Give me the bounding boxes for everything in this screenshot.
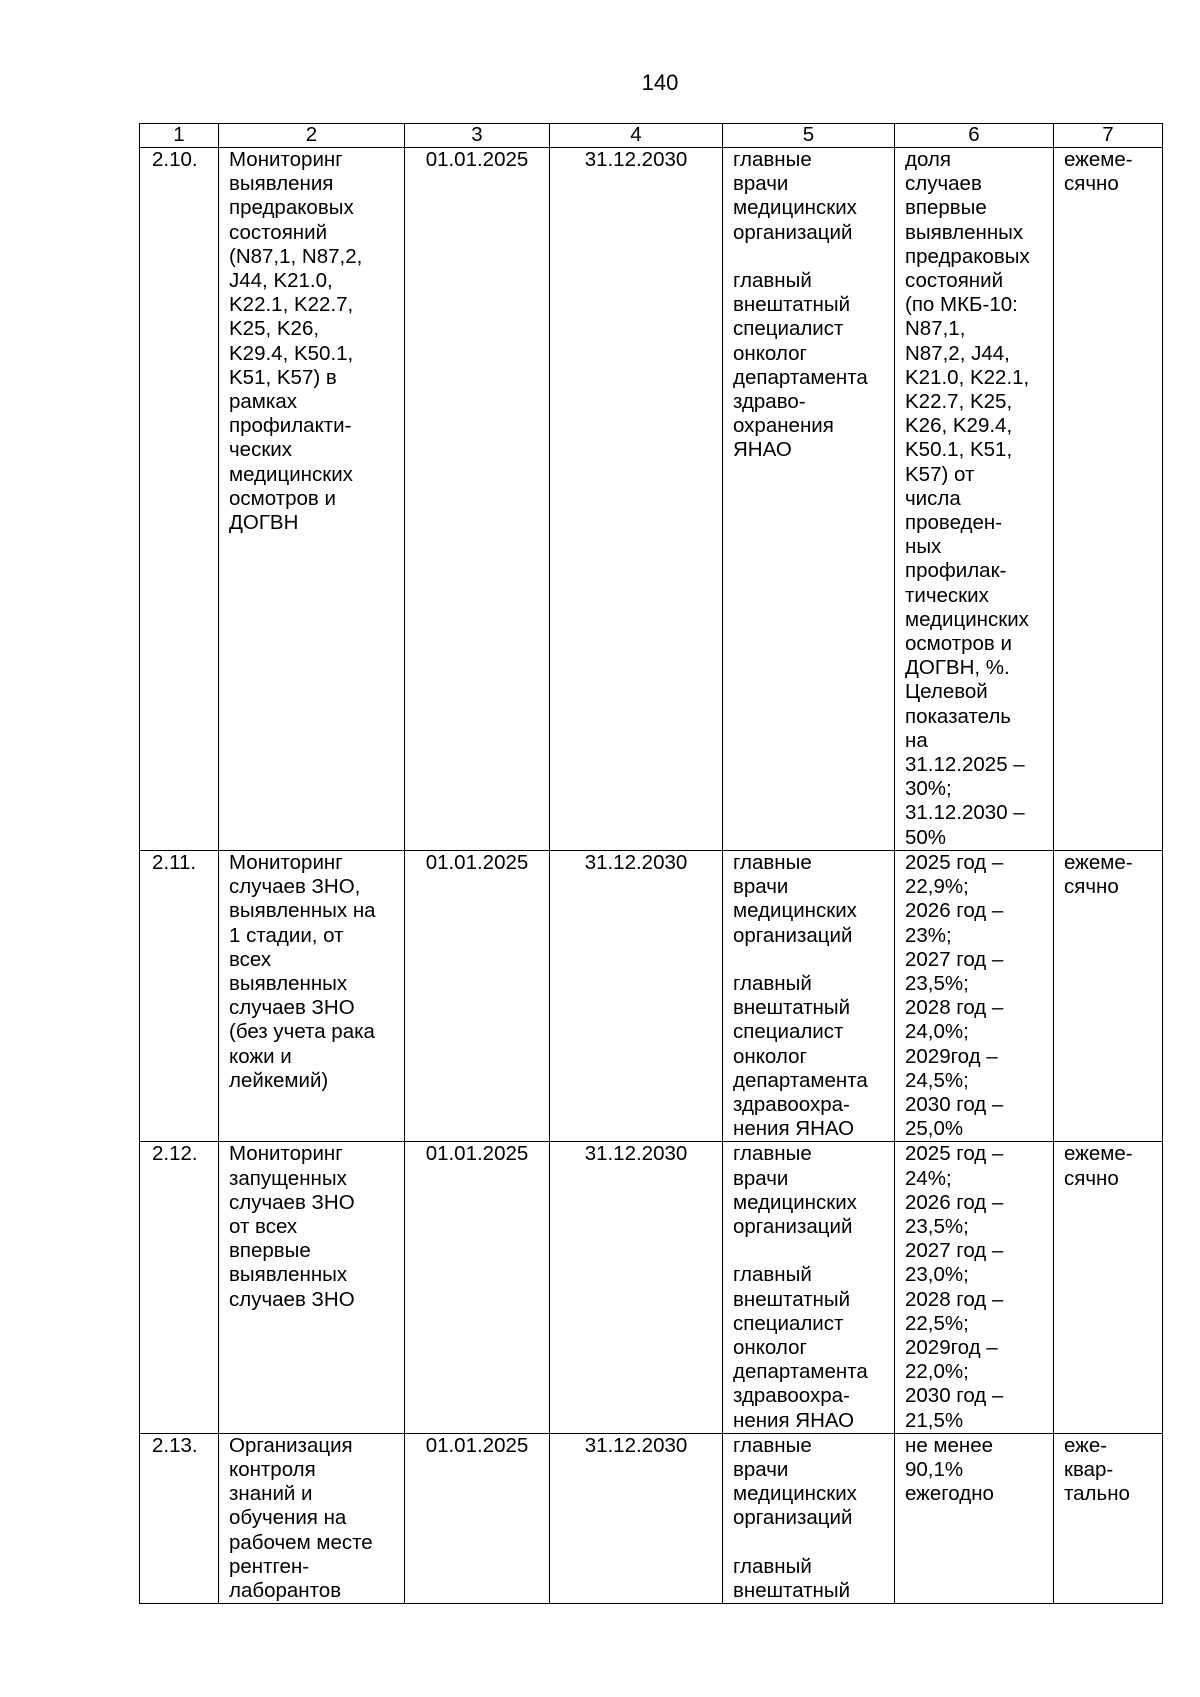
responsible-line: организаций (733, 1506, 853, 1530)
result-cell-line: ных (905, 535, 942, 559)
period-cell (1054, 1142, 1163, 1433)
table-row (140, 148, 1163, 851)
activity-cell-line: выявления (229, 172, 334, 196)
result-cell-line: N87,2, J44, (905, 341, 1010, 365)
responsible-line: внештатный (733, 293, 851, 317)
responsible-line: главные (733, 1142, 812, 1166)
responsible-line: врачи (733, 875, 789, 899)
result-cell-line: 23,5%; (905, 1214, 969, 1238)
responsible-line: онколог (733, 341, 807, 365)
responsible-line: врачи (733, 172, 789, 196)
period-cell-line: ежеме- (1064, 148, 1133, 171)
result-cell-line: 25,0% (905, 1117, 964, 1141)
column-header: 1 (140, 124, 219, 148)
responsible-line: здраво- (733, 390, 806, 414)
responsible-line: ЯНАО (733, 438, 792, 462)
column-header: 2 (219, 124, 405, 148)
result-cell-line: 24,5%; (905, 1068, 969, 1092)
activity-cell-line: K29.4, K50.1, (229, 341, 354, 365)
result-cell-line: 23,0%; (905, 1263, 969, 1287)
result-cell-line: числа (905, 486, 961, 510)
responsible-line: врачи (733, 1166, 789, 1190)
plan-table (139, 123, 1163, 1604)
result-cell-line: K57) от (905, 462, 975, 486)
result-cell-line: 21,5% (905, 1408, 964, 1432)
activity-cell-line: ческих (229, 438, 293, 462)
start-date: 01.01.2025 (405, 1142, 550, 1433)
result-cell-line: 31.12.2025 – (905, 753, 1025, 777)
result-cell-line: 24,0%; (905, 1020, 969, 1044)
responsible-line: главный (733, 269, 812, 292)
period-cell (1054, 1433, 1163, 1603)
result-cell-line: 2030 год – (905, 1092, 1004, 1116)
blank-line (733, 245, 894, 269)
responsible-line: главный (733, 1263, 812, 1287)
activity-cell-line: 1 стадии, от (229, 923, 344, 947)
responsible-cell (723, 1433, 895, 1603)
period-cell-line: сячно (1064, 875, 1119, 899)
activity-cell-line: выявленных (229, 971, 348, 995)
activity-cell-line: Организация (229, 1433, 353, 1457)
responsible-line: организаций (733, 923, 853, 947)
responsible-line: организаций (733, 1214, 853, 1238)
activity-cell-line: от всех (229, 1214, 298, 1238)
activity-cell-line: ДОГВН (229, 511, 299, 535)
activity-cell-line: случаев ЗНО, (229, 875, 361, 899)
start-date: 01.01.2025 (405, 1433, 550, 1603)
activity-cell-line: (N87,1, N87,2, (229, 244, 363, 268)
responsible-line: главный (733, 1554, 812, 1578)
result-cell-line: 23,5%; (905, 971, 969, 995)
column-header: 5 (723, 124, 895, 148)
activity-cell-line: лейкемий) (229, 1068, 329, 1092)
result-cell-line: 24%; (905, 1166, 952, 1190)
result-cell-line: осмотров и (905, 632, 1012, 656)
responsible-line: медицинских (733, 1190, 857, 1214)
blank-line (733, 1239, 894, 1263)
responsible-line: главные (733, 1433, 812, 1457)
period-cell-line: ежеме- (1064, 850, 1133, 874)
result-cell-line: K21.0, K22.1, (905, 365, 1030, 389)
responsible-line: внештатный (733, 996, 851, 1020)
result-cell-line: 2029год – (905, 1044, 998, 1068)
table-row (140, 850, 1163, 1141)
responsible-line: онколог (733, 1335, 807, 1359)
table-row (140, 1433, 1163, 1603)
responsible-line: департамента (733, 1068, 868, 1092)
result-cell-line: 2028 год – (905, 996, 1004, 1020)
activity-cell-line: знаний и (229, 1482, 313, 1506)
activity-cell-line: рабочем месте (229, 1530, 373, 1554)
result-cell-line: впервые (905, 196, 987, 220)
result-cell-line: Целевой (905, 680, 988, 704)
period-cell (1054, 148, 1163, 851)
activity-cell (219, 1142, 405, 1433)
result-cell-line: предраковых (905, 244, 1030, 268)
responsible-line: нения ЯНАО (733, 1117, 855, 1141)
result-cell-line: N87,1, (905, 317, 966, 341)
result-cell-line: K26, K29.4, (905, 414, 1013, 438)
result-cell-line: 50% (905, 825, 947, 849)
result-cell-line: 90,1% (905, 1457, 964, 1481)
column-header: 6 (895, 124, 1054, 148)
item-number: 2.12. (140, 1142, 219, 1433)
result-cell-line: 2026 год – (905, 1190, 1004, 1214)
end-date: 31.12.2030 (550, 1142, 723, 1433)
result-cell (895, 1433, 1054, 1603)
result-cell-line: ДОГВН, %. (905, 656, 1010, 680)
responsible-line: специалист (733, 1020, 844, 1044)
result-cell-line: 31.12.2030 – (905, 801, 1025, 825)
result-cell-line: медицинских (905, 607, 1029, 631)
responsible-line: главные (733, 148, 812, 171)
responsible-line: главный (733, 971, 812, 995)
responsible-cell (723, 148, 895, 851)
column-header: 4 (550, 124, 723, 148)
result-cell-line: не менее (905, 1433, 994, 1457)
activity-cell-line: впервые (229, 1239, 311, 1263)
result-cell (895, 850, 1054, 1141)
result-cell-line: ежегодно (905, 1482, 994, 1506)
responsible-line: охранения (733, 414, 834, 438)
end-date: 31.12.2030 (550, 1433, 723, 1603)
column-header: 7 (1054, 124, 1163, 148)
result-cell-line: случаев (905, 172, 982, 196)
period-cell-line: тально (1064, 1482, 1130, 1506)
activity-cell-line: случаев ЗНО (229, 1287, 355, 1311)
result-cell-line: 2025 год – (905, 1142, 1004, 1166)
result-cell-line: 2027 год – (905, 1239, 1004, 1263)
result-cell-line: 2028 год – (905, 1287, 1004, 1311)
period-cell-line: квар- (1064, 1457, 1114, 1481)
activity-cell-line: выявленных на (229, 899, 376, 923)
result-cell-line: 23%; (905, 923, 952, 947)
result-cell-line: тических (905, 583, 989, 607)
result-cell-line: 2026 год – (905, 899, 1004, 923)
activity-cell-line: K51, K57) в (229, 365, 337, 389)
responsible-line: врачи (733, 1457, 789, 1481)
result-cell-line: (по МКБ-10: (905, 293, 1018, 317)
result-cell (895, 148, 1054, 851)
start-date: 01.01.2025 (405, 148, 550, 851)
period-cell-line: сячно (1064, 172, 1119, 196)
responsible-line: главные (733, 850, 812, 874)
activity-cell (219, 148, 405, 851)
activity-cell-line: контроля (229, 1457, 316, 1481)
table-header-row (140, 124, 1163, 148)
period-cell-line: сячно (1064, 1166, 1119, 1190)
responsible-line: организаций (733, 220, 853, 244)
activity-cell-line: Мониторинг (229, 850, 343, 874)
period-cell (1054, 850, 1163, 1141)
column-header: 3 (405, 124, 550, 148)
activity-cell-line: K22.1, K22.7, (229, 293, 354, 317)
responsible-line: медицинских (733, 196, 857, 220)
result-cell-line: выявленных (905, 220, 1024, 244)
responsible-cell (723, 1142, 895, 1433)
result-cell-line: 2025 год – (905, 850, 1004, 874)
result-cell-line: профилак- (905, 559, 1007, 583)
result-cell-line: 2029год – (905, 1335, 998, 1359)
responsible-line: здравоохра- (733, 1384, 850, 1408)
result-cell-line: 2030 год – (905, 1384, 1004, 1408)
item-number: 2.13. (140, 1433, 219, 1603)
activity-cell-line: случаев ЗНО (229, 1190, 355, 1214)
activity-cell-line: медицинских (229, 462, 353, 486)
activity-cell-line: рентген- (229, 1554, 310, 1578)
activity-cell-line: J44, K21.0, (229, 269, 333, 293)
activity-cell-line: Мониторинг (229, 148, 343, 171)
result-cell-line: 30%; (905, 777, 952, 801)
activity-cell-line: лаборантов (229, 1578, 342, 1602)
activity-cell (219, 1433, 405, 1603)
responsible-line: здравоохра- (733, 1092, 850, 1116)
responsible-cell (723, 850, 895, 1141)
activity-cell-line: обучения на (229, 1506, 347, 1530)
result-cell-line: 22,0%; (905, 1360, 969, 1384)
end-date: 31.12.2030 (550, 850, 723, 1141)
activity-cell-line: случаев ЗНО (229, 996, 355, 1020)
result-cell-line: показатель (905, 704, 1011, 728)
responsible-line: онколог (733, 1044, 807, 1068)
result-cell-line: на (905, 728, 928, 752)
responsible-line: департамента (733, 365, 868, 389)
responsible-line: нения ЯНАО (733, 1408, 855, 1432)
activity-cell-line: всех (229, 947, 272, 971)
result-cell-line: 22,5%; (905, 1311, 969, 1335)
item-number: 2.10. (140, 148, 219, 851)
blank-line (733, 1531, 894, 1555)
result-cell-line: доля (905, 148, 951, 171)
activity-cell-line: состояний (229, 220, 328, 244)
activity-cell (219, 850, 405, 1141)
activity-cell-line: предраковых (229, 196, 354, 220)
responsible-line: медицинских (733, 1482, 857, 1506)
responsible-line: специалист (733, 1311, 844, 1335)
blank-line (733, 948, 894, 972)
start-date: 01.01.2025 (405, 850, 550, 1141)
result-cell-line: проведен- (905, 511, 1003, 535)
activity-cell-line: выявленных (229, 1263, 348, 1287)
activity-cell-line: профилакти- (229, 414, 352, 438)
table-row (140, 1142, 1163, 1433)
activity-cell-line: осмотров и (229, 486, 336, 510)
result-cell (895, 1142, 1054, 1433)
period-cell-line: еже- (1064, 1433, 1108, 1457)
activity-cell-line: (без учета рака (229, 1020, 375, 1044)
period-cell-line: ежеме- (1064, 1142, 1133, 1166)
responsible-line: специалист (733, 317, 844, 341)
responsible-line: внештатный (733, 1578, 851, 1602)
activity-cell-line: запущенных (229, 1166, 347, 1190)
responsible-line: медицинских (733, 899, 857, 923)
responsible-line: внештатный (733, 1287, 851, 1311)
result-cell-line: K50.1, K51, (905, 438, 1013, 462)
activity-cell-line: кожи и (229, 1044, 292, 1068)
activity-cell-line: Мониторинг (229, 1142, 343, 1166)
result-cell-line: 22,9%; (905, 875, 969, 899)
responsible-line: департамента (733, 1360, 868, 1384)
end-date: 31.12.2030 (550, 148, 723, 851)
activity-cell-line: рамках (229, 390, 297, 414)
result-cell-line: K22.7, K25, (905, 390, 1013, 414)
page-number: 140 (641, 70, 679, 95)
result-cell-line: 2027 год – (905, 947, 1004, 971)
item-number: 2.11. (140, 850, 219, 1141)
result-cell-line: состояний (905, 269, 1004, 293)
activity-cell-line: K25, K26, (229, 317, 320, 341)
